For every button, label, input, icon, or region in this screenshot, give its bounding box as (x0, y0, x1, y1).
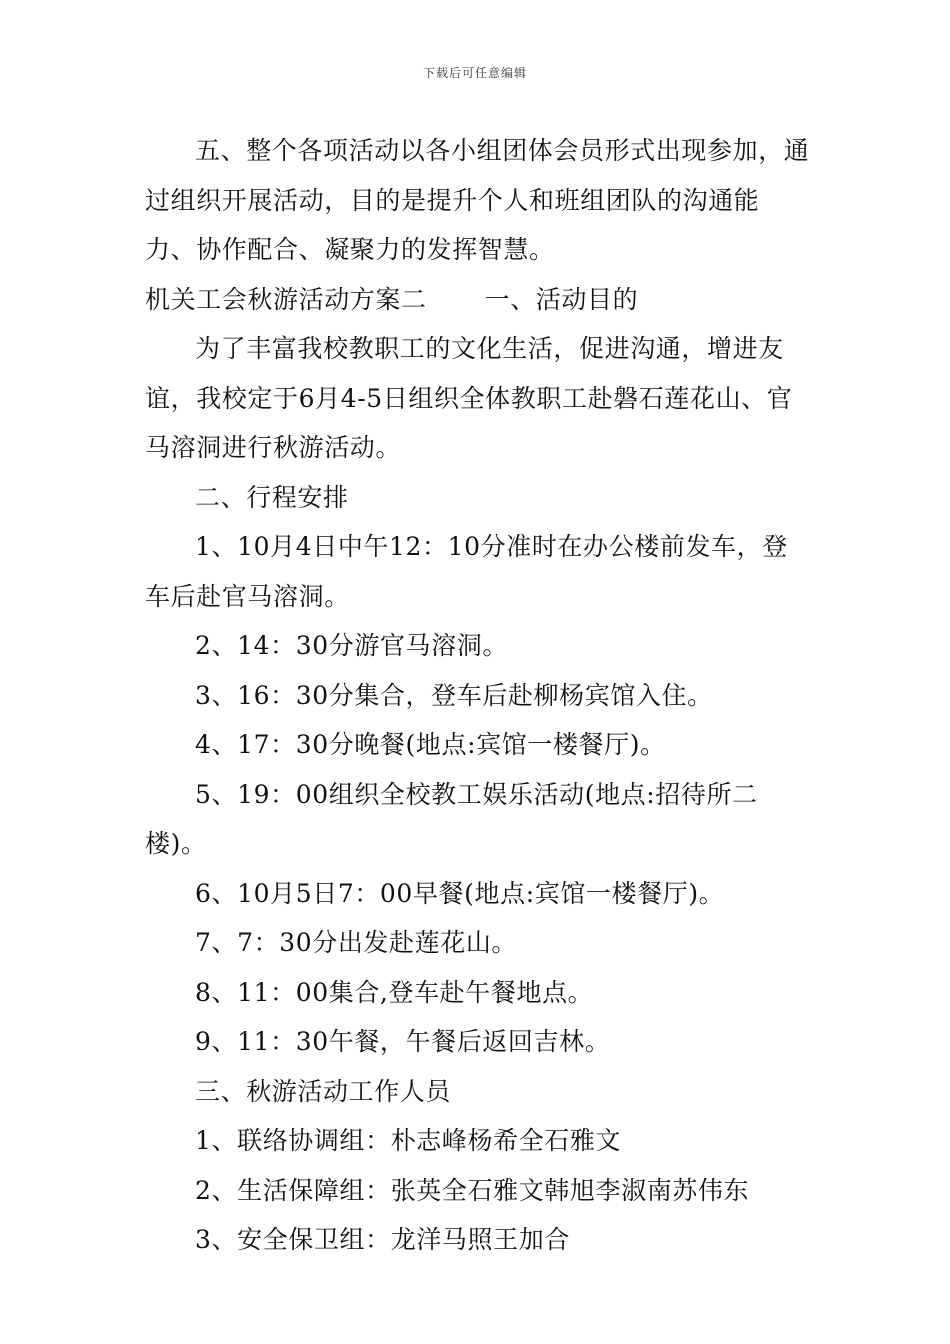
staff-item-3: 3、安全保卫组：龙洋马照王加合 (195, 1225, 570, 1254)
schedule-item-3: 3、16：30分集合，登车后赴柳杨宾馆入住。 (195, 680, 713, 710)
heading-purpose: 一、活动目的 (484, 284, 639, 314)
staff-item-2: 2、生活保障组：张英全石雅文韩旭李淑南苏伟东 (195, 1175, 750, 1205)
heading-schedule: 二、行程安排 (195, 482, 349, 512)
schedule-item-2: 2、14：30分游官马溶洞。 (195, 631, 508, 660)
schedule-item-5: 5、19：00组织全校教工娱乐活动(地点:招待所二楼)。 (145, 779, 758, 858)
paragraph-purpose: 为了丰富我校教职工的文化生活，促进沟通，增进友谊，我校定于6月4-5日组织全体教职工赴磐石莲花山、官马溶洞进行秋游活动。 (145, 334, 793, 462)
page-header: 下载后可任意编辑 (422, 66, 527, 80)
schedule-item-6: 6、10月5日7：00早餐(地点:宾馆一楼餐厅)。 (195, 878, 725, 908)
schedule-item-1: 1、10月4日中午12：10分准时在办公楼前发车，登车后赴官马溶洞。 (145, 532, 788, 611)
plan-title: 机关工会秋游活动方案二 (145, 284, 427, 314)
schedule-item-9: 9、11：30午餐，午餐后返回吉林。 (195, 1027, 611, 1056)
schedule-item-8: 8、11：00集合,登车赴午餐地点。 (195, 977, 594, 1007)
staff-item-1: 1、联络协调组：朴志峰杨希全石雅文 (195, 1126, 622, 1155)
heading-staff: 三、秋游活动工作人员 (195, 1076, 452, 1106)
paragraph-5: 五、整个各项活动以各小组团体会员形式出现参加，通过组织开展活动，目的是提升个人和班组团队的沟通能力、协作配合、凝聚力的发挥智慧。 (145, 136, 810, 264)
schedule-item-4: 4、17：30分晚餐(地点:宾馆一楼餐厅)。 (195, 730, 666, 759)
section-title-line (145, 275, 810, 325)
schedule-item-7: 7、7：30分出发赴莲花山。 (195, 928, 518, 957)
document-body (145, 126, 810, 1265)
